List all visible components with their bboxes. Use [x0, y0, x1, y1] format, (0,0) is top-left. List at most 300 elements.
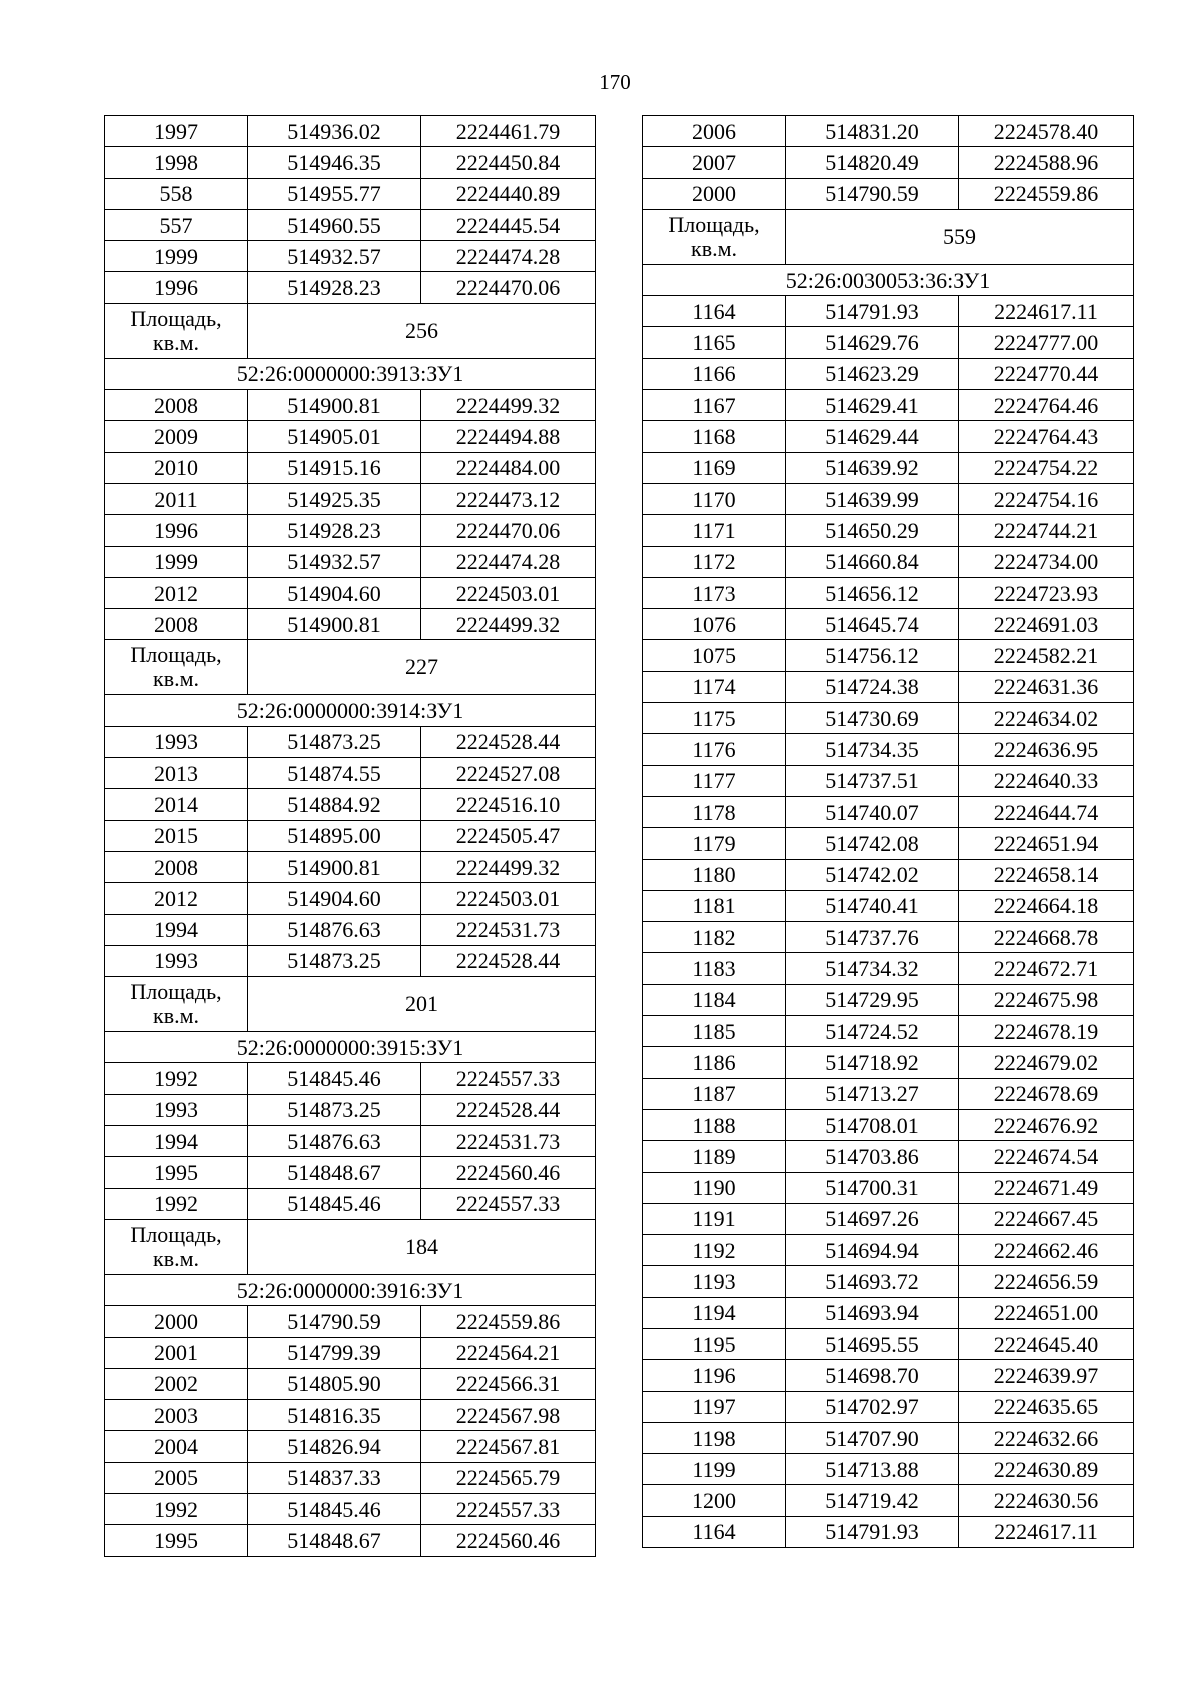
point-number-cell: 1180 [643, 859, 786, 890]
x-coordinate-cell: 514660.84 [786, 546, 959, 577]
y-coordinate-cell: 2224674.54 [959, 1141, 1134, 1172]
area-label [105, 640, 248, 695]
point-number-cell: 1186 [643, 1047, 786, 1078]
point-number-cell: 1998 [105, 147, 248, 178]
point-number-cell: 2008 [105, 390, 248, 421]
point-number-cell: 2008 [105, 609, 248, 640]
table-row [643, 1360, 1134, 1391]
y-coordinate-cell: 2224560.46 [421, 1157, 596, 1188]
point-number-cell: 1166 [643, 358, 786, 389]
point-number-cell: 1996 [105, 515, 248, 546]
x-coordinate-cell: 514805.90 [248, 1368, 421, 1399]
point-number-cell: 1173 [643, 577, 786, 608]
table-row [643, 515, 1134, 546]
coordinates-table-left [104, 115, 596, 1557]
y-coordinate-cell: 2224528.44 [421, 945, 596, 976]
x-coordinate-cell: 514791.93 [786, 1516, 959, 1547]
x-coordinate-cell: 514905.01 [248, 421, 421, 452]
x-coordinate-cell: 514734.32 [786, 953, 959, 984]
y-coordinate-cell: 2224470.06 [421, 272, 596, 303]
table-row [643, 640, 1134, 671]
y-coordinate-cell: 2224651.94 [959, 828, 1134, 859]
table-row [105, 515, 596, 546]
y-coordinate-cell: 2224528.44 [421, 1094, 596, 1125]
x-coordinate-cell: 514904.60 [248, 577, 421, 608]
x-coordinate-cell: 514884.92 [248, 789, 421, 820]
table-row [643, 984, 1134, 1015]
y-coordinate-cell: 2224639.97 [959, 1360, 1134, 1391]
table-row [105, 1462, 596, 1493]
point-number-cell: 2012 [105, 883, 248, 914]
y-coordinate-cell: 2224582.21 [959, 640, 1134, 671]
table-row [105, 1337, 596, 1368]
point-number-cell: 1992 [105, 1188, 248, 1219]
table-row [643, 483, 1134, 514]
point-number-cell: 1175 [643, 703, 786, 734]
table-row [643, 828, 1134, 859]
table-row [105, 421, 596, 452]
y-coordinate-cell: 2224499.32 [421, 609, 596, 640]
y-coordinate-cell: 2224557.33 [421, 1063, 596, 1094]
x-coordinate-cell: 514694.94 [786, 1235, 959, 1266]
y-coordinate-cell: 2224564.21 [421, 1337, 596, 1368]
y-coordinate-cell: 2224667.45 [959, 1203, 1134, 1234]
x-coordinate-cell: 514826.94 [248, 1431, 421, 1462]
x-coordinate-cell: 514837.33 [248, 1462, 421, 1493]
table-row [643, 1297, 1134, 1328]
y-coordinate-cell: 2224560.46 [421, 1525, 596, 1556]
table-row [643, 452, 1134, 483]
area-value: 256 [248, 303, 596, 358]
area-label-line2: кв.м. [153, 1245, 199, 1271]
point-number-cell: 1996 [105, 272, 248, 303]
x-coordinate-cell: 514876.63 [248, 1126, 421, 1157]
area-label-line2: кв.м. [153, 329, 199, 355]
y-coordinate-cell: 2224499.32 [421, 390, 596, 421]
y-coordinate-cell: 2224744.21 [959, 515, 1134, 546]
point-number-cell: 2015 [105, 820, 248, 851]
area-label [105, 1219, 248, 1274]
table-row [105, 1493, 596, 1524]
table-row [105, 820, 596, 851]
y-coordinate-cell: 2224516.10 [421, 789, 596, 820]
x-coordinate-cell: 514742.08 [786, 828, 959, 859]
point-number-cell: 1194 [643, 1297, 786, 1328]
point-number-cell: 1196 [643, 1360, 786, 1391]
x-coordinate-cell: 514623.29 [786, 358, 959, 389]
y-coordinate-cell: 2224473.12 [421, 483, 596, 514]
y-coordinate-cell: 2224754.16 [959, 483, 1134, 514]
area-label-line2: кв.м. [691, 235, 737, 261]
x-coordinate-cell: 514848.67 [248, 1525, 421, 1556]
point-number-cell: 1172 [643, 546, 786, 577]
table-row [643, 546, 1134, 577]
x-coordinate-cell: 514713.27 [786, 1078, 959, 1109]
point-number-cell: 1993 [105, 726, 248, 757]
y-coordinate-cell: 2224764.46 [959, 390, 1134, 421]
y-coordinate-cell: 2224474.28 [421, 241, 596, 272]
table-row [643, 1422, 1134, 1453]
y-coordinate-cell: 2224679.02 [959, 1047, 1134, 1078]
cadastral-number-cell: 52:26:0000000:3916:ЗУ1 [105, 1274, 596, 1305]
x-coordinate-cell: 514845.46 [248, 1188, 421, 1219]
y-coordinate-cell: 2224494.88 [421, 421, 596, 452]
table-row [105, 116, 596, 147]
y-coordinate-cell: 2224588.96 [959, 147, 1134, 178]
table-row [643, 1516, 1134, 1547]
area-row [105, 1219, 596, 1274]
area-row [105, 303, 596, 358]
area-row [105, 640, 596, 695]
area-label [105, 303, 248, 358]
point-number-cell: 1195 [643, 1328, 786, 1359]
y-coordinate-cell: 2224527.08 [421, 758, 596, 789]
y-coordinate-cell: 2224503.01 [421, 883, 596, 914]
y-coordinate-cell: 2224723.93 [959, 577, 1134, 608]
point-number-cell: 1174 [643, 671, 786, 702]
y-coordinate-cell: 2224565.79 [421, 1462, 596, 1493]
area-value: 184 [248, 1219, 596, 1274]
table-row [105, 726, 596, 757]
point-number-cell: 1178 [643, 796, 786, 827]
table-row [643, 922, 1134, 953]
y-coordinate-cell: 2224691.03 [959, 609, 1134, 640]
y-coordinate-cell: 2224777.00 [959, 327, 1134, 358]
x-coordinate-cell: 514791.93 [786, 296, 959, 327]
y-coordinate-cell: 2224531.73 [421, 1126, 596, 1157]
table-row [105, 390, 596, 421]
table-row [643, 1047, 1134, 1078]
point-number-cell: 1190 [643, 1172, 786, 1203]
x-coordinate-cell: 514742.02 [786, 859, 959, 890]
y-coordinate-cell: 2224503.01 [421, 577, 596, 608]
cadastral-number-cell: 52:26:0000000:3914:ЗУ1 [105, 695, 596, 726]
y-coordinate-cell: 2224658.14 [959, 859, 1134, 890]
point-number-cell: 1165 [643, 327, 786, 358]
point-number-cell: 2000 [105, 1306, 248, 1337]
point-number-cell: 1192 [643, 1235, 786, 1266]
y-coordinate-cell: 2224505.47 [421, 820, 596, 851]
y-coordinate-cell: 2224557.33 [421, 1493, 596, 1524]
y-coordinate-cell: 2224631.36 [959, 671, 1134, 702]
y-coordinate-cell: 2224617.11 [959, 296, 1134, 327]
area-label-line1: Площадь, [130, 305, 222, 331]
table-row [105, 1368, 596, 1399]
area-row [105, 977, 596, 1032]
table-row [643, 1172, 1134, 1203]
point-number-cell: 2000 [643, 178, 786, 209]
point-number-cell: 1177 [643, 765, 786, 796]
table-row [105, 1400, 596, 1431]
table-row [643, 296, 1134, 327]
table-row [643, 1485, 1134, 1516]
point-number-cell: 1076 [643, 609, 786, 640]
y-coordinate-cell: 2224678.69 [959, 1078, 1134, 1109]
y-coordinate-cell: 2224672.71 [959, 953, 1134, 984]
area-label-line2: кв.м. [153, 1003, 199, 1029]
point-number-cell: 1187 [643, 1078, 786, 1109]
table-row [643, 1141, 1134, 1172]
table-row [643, 703, 1134, 734]
cadastral-number-cell: 52:26:0000000:3915:ЗУ1 [105, 1032, 596, 1063]
x-coordinate-cell: 514702.97 [786, 1391, 959, 1422]
y-coordinate-cell: 2224461.79 [421, 116, 596, 147]
point-number-cell: 2002 [105, 1368, 248, 1399]
x-coordinate-cell: 514845.46 [248, 1063, 421, 1094]
x-coordinate-cell: 514955.77 [248, 178, 421, 209]
point-number-cell: 1992 [105, 1063, 248, 1094]
table-row [643, 577, 1134, 608]
x-coordinate-cell: 514873.25 [248, 1094, 421, 1125]
y-coordinate-cell: 2224470.06 [421, 515, 596, 546]
table-row [105, 272, 596, 303]
y-coordinate-cell: 2224528.44 [421, 726, 596, 757]
area-label [643, 209, 786, 264]
parcel-header-row [105, 1274, 596, 1305]
point-number-cell: 1997 [105, 116, 248, 147]
table-row [643, 1328, 1134, 1359]
table-row [643, 1203, 1134, 1234]
y-coordinate-cell: 2224557.33 [421, 1188, 596, 1219]
point-number-cell: 1188 [643, 1109, 786, 1140]
area-label-line1: Площадь, [130, 642, 222, 668]
x-coordinate-cell: 514629.41 [786, 390, 959, 421]
point-number-cell: 1168 [643, 421, 786, 452]
point-number-cell: 1189 [643, 1141, 786, 1172]
x-coordinate-cell: 514873.25 [248, 726, 421, 757]
table-row [105, 945, 596, 976]
point-number-cell: 2014 [105, 789, 248, 820]
point-number-cell: 1167 [643, 390, 786, 421]
parcel-header-row [643, 264, 1134, 295]
parcel-header-row [105, 1032, 596, 1063]
point-number-cell: 1164 [643, 1516, 786, 1547]
point-number-cell: 2003 [105, 1400, 248, 1431]
parcel-header-row [105, 695, 596, 726]
x-coordinate-cell: 514799.39 [248, 1337, 421, 1368]
table-row [643, 1109, 1134, 1140]
point-number-cell: 2004 [105, 1431, 248, 1462]
x-coordinate-cell: 514700.31 [786, 1172, 959, 1203]
area-label [105, 977, 248, 1032]
y-coordinate-cell: 2224484.00 [421, 452, 596, 483]
x-coordinate-cell: 514873.25 [248, 945, 421, 976]
x-coordinate-cell: 514904.60 [248, 883, 421, 914]
x-coordinate-cell: 514946.35 [248, 147, 421, 178]
y-coordinate-cell: 2224734.00 [959, 546, 1134, 577]
point-number-cell: 1994 [105, 1126, 248, 1157]
table-row [643, 1454, 1134, 1485]
y-coordinate-cell: 2224445.54 [421, 209, 596, 240]
x-coordinate-cell: 514900.81 [248, 609, 421, 640]
point-number-cell: 2008 [105, 851, 248, 882]
table-row [105, 577, 596, 608]
y-coordinate-cell: 2224635.65 [959, 1391, 1134, 1422]
x-coordinate-cell: 514695.55 [786, 1328, 959, 1359]
table-row [105, 1094, 596, 1125]
cadastral-number-cell: 52:26:0030053:36:ЗУ1 [643, 264, 1134, 295]
x-coordinate-cell: 514895.00 [248, 820, 421, 851]
point-number-cell: 1164 [643, 296, 786, 327]
area-label-line2: кв.м. [153, 666, 199, 692]
table-row [105, 789, 596, 820]
x-coordinate-cell: 514708.01 [786, 1109, 959, 1140]
y-coordinate-cell: 2224636.95 [959, 734, 1134, 765]
y-coordinate-cell: 2224645.40 [959, 1328, 1134, 1359]
x-coordinate-cell: 514900.81 [248, 390, 421, 421]
point-number-cell: 2001 [105, 1337, 248, 1368]
x-coordinate-cell: 514650.29 [786, 515, 959, 546]
parcel-header-row [105, 358, 596, 389]
x-coordinate-cell: 514915.16 [248, 452, 421, 483]
x-coordinate-cell: 514932.57 [248, 241, 421, 272]
point-number-cell: 1995 [105, 1157, 248, 1188]
area-label-line1: Площадь, [130, 1221, 222, 1247]
table-row [643, 358, 1134, 389]
y-coordinate-cell: 2224567.98 [421, 1400, 596, 1431]
table-row [105, 1525, 596, 1556]
x-coordinate-cell: 514698.70 [786, 1360, 959, 1391]
y-coordinate-cell: 2224440.89 [421, 178, 596, 209]
x-coordinate-cell: 514737.51 [786, 765, 959, 796]
x-coordinate-cell: 514724.38 [786, 671, 959, 702]
point-number-cell: 1992 [105, 1493, 248, 1524]
y-coordinate-cell: 2224474.28 [421, 546, 596, 577]
y-coordinate-cell: 2224668.78 [959, 922, 1134, 953]
table-row [643, 1235, 1134, 1266]
point-number-cell: 1179 [643, 828, 786, 859]
x-coordinate-cell: 514718.92 [786, 1047, 959, 1078]
table-row [643, 1391, 1134, 1422]
point-number-cell: 2006 [643, 116, 786, 147]
y-coordinate-cell: 2224531.73 [421, 914, 596, 945]
table-row [643, 671, 1134, 702]
table-row [643, 609, 1134, 640]
x-coordinate-cell: 514639.92 [786, 452, 959, 483]
y-coordinate-cell: 2224567.81 [421, 1431, 596, 1462]
point-number-cell: 1169 [643, 452, 786, 483]
x-coordinate-cell: 514639.99 [786, 483, 959, 514]
x-coordinate-cell: 514703.86 [786, 1141, 959, 1172]
area-value: 559 [786, 209, 1134, 264]
point-number-cell: 1199 [643, 1454, 786, 1485]
point-number-cell: 558 [105, 178, 248, 209]
x-coordinate-cell: 514729.95 [786, 984, 959, 1015]
point-number-cell: 1999 [105, 546, 248, 577]
area-value: 227 [248, 640, 596, 695]
x-coordinate-cell: 514730.69 [786, 703, 959, 734]
area-value: 201 [248, 977, 596, 1032]
x-coordinate-cell: 514734.35 [786, 734, 959, 765]
point-number-cell: 1184 [643, 984, 786, 1015]
x-coordinate-cell: 514629.76 [786, 327, 959, 358]
x-coordinate-cell: 514928.23 [248, 272, 421, 303]
point-number-cell: 1993 [105, 1094, 248, 1125]
y-coordinate-cell: 2224656.59 [959, 1266, 1134, 1297]
table-row [105, 914, 596, 945]
point-number-cell: 1197 [643, 1391, 786, 1422]
y-coordinate-cell: 2224632.66 [959, 1422, 1134, 1453]
x-coordinate-cell: 514693.72 [786, 1266, 959, 1297]
x-coordinate-cell: 514790.59 [786, 178, 959, 209]
point-number-cell: 1171 [643, 515, 786, 546]
x-coordinate-cell: 514900.81 [248, 851, 421, 882]
x-coordinate-cell: 514719.42 [786, 1485, 959, 1516]
x-coordinate-cell: 514936.02 [248, 116, 421, 147]
point-number-cell: 1198 [643, 1422, 786, 1453]
y-coordinate-cell: 2224678.19 [959, 1016, 1134, 1047]
table-row [643, 1016, 1134, 1047]
table-row [105, 147, 596, 178]
x-coordinate-cell: 514656.12 [786, 577, 959, 608]
x-coordinate-cell: 514816.35 [248, 1400, 421, 1431]
table-row [643, 421, 1134, 452]
y-coordinate-cell: 2224559.86 [421, 1306, 596, 1337]
area-label-line1: Площадь, [130, 979, 222, 1005]
point-number-cell: 1995 [105, 1525, 248, 1556]
point-number-cell: 2012 [105, 577, 248, 608]
x-coordinate-cell: 514831.20 [786, 116, 959, 147]
table-row [643, 859, 1134, 890]
table-row [105, 452, 596, 483]
y-coordinate-cell: 2224675.98 [959, 984, 1134, 1015]
area-label-line1: Площадь, [668, 211, 760, 237]
table-row [105, 1431, 596, 1462]
table-row [105, 1157, 596, 1188]
table-row [643, 1266, 1134, 1297]
table-row [105, 1306, 596, 1337]
table-row [105, 546, 596, 577]
y-coordinate-cell: 2224662.46 [959, 1235, 1134, 1266]
y-coordinate-cell: 2224671.49 [959, 1172, 1134, 1203]
table-row [643, 734, 1134, 765]
table-row [105, 1188, 596, 1219]
table-row [105, 483, 596, 514]
point-number-cell: 1183 [643, 953, 786, 984]
table-row [105, 209, 596, 240]
y-coordinate-cell: 2224578.40 [959, 116, 1134, 147]
point-number-cell: 1075 [643, 640, 786, 671]
table-row [643, 1078, 1134, 1109]
table-row [643, 796, 1134, 827]
x-coordinate-cell: 514693.94 [786, 1297, 959, 1328]
y-coordinate-cell: 2224617.11 [959, 1516, 1134, 1547]
table-row [105, 758, 596, 789]
y-coordinate-cell: 2224640.33 [959, 765, 1134, 796]
y-coordinate-cell: 2224450.84 [421, 147, 596, 178]
x-coordinate-cell: 514874.55 [248, 758, 421, 789]
cadastral-number-cell: 52:26:0000000:3913:ЗУ1 [105, 358, 596, 389]
point-number-cell: 2005 [105, 1462, 248, 1493]
point-number-cell: 1993 [105, 945, 248, 976]
table-row [105, 1126, 596, 1157]
x-coordinate-cell: 514928.23 [248, 515, 421, 546]
x-coordinate-cell: 514724.52 [786, 1016, 959, 1047]
x-coordinate-cell: 514713.88 [786, 1454, 959, 1485]
point-number-cell: 2010 [105, 452, 248, 483]
x-coordinate-cell: 514629.44 [786, 421, 959, 452]
table-row [105, 851, 596, 882]
point-number-cell: 2007 [643, 147, 786, 178]
page-number: 170 [599, 70, 631, 94]
x-coordinate-cell: 514876.63 [248, 914, 421, 945]
point-number-cell: 1181 [643, 890, 786, 921]
table-row [643, 953, 1134, 984]
x-coordinate-cell: 514756.12 [786, 640, 959, 671]
point-number-cell: 2013 [105, 758, 248, 789]
point-number-cell: 1191 [643, 1203, 786, 1234]
y-coordinate-cell: 2224644.74 [959, 796, 1134, 827]
